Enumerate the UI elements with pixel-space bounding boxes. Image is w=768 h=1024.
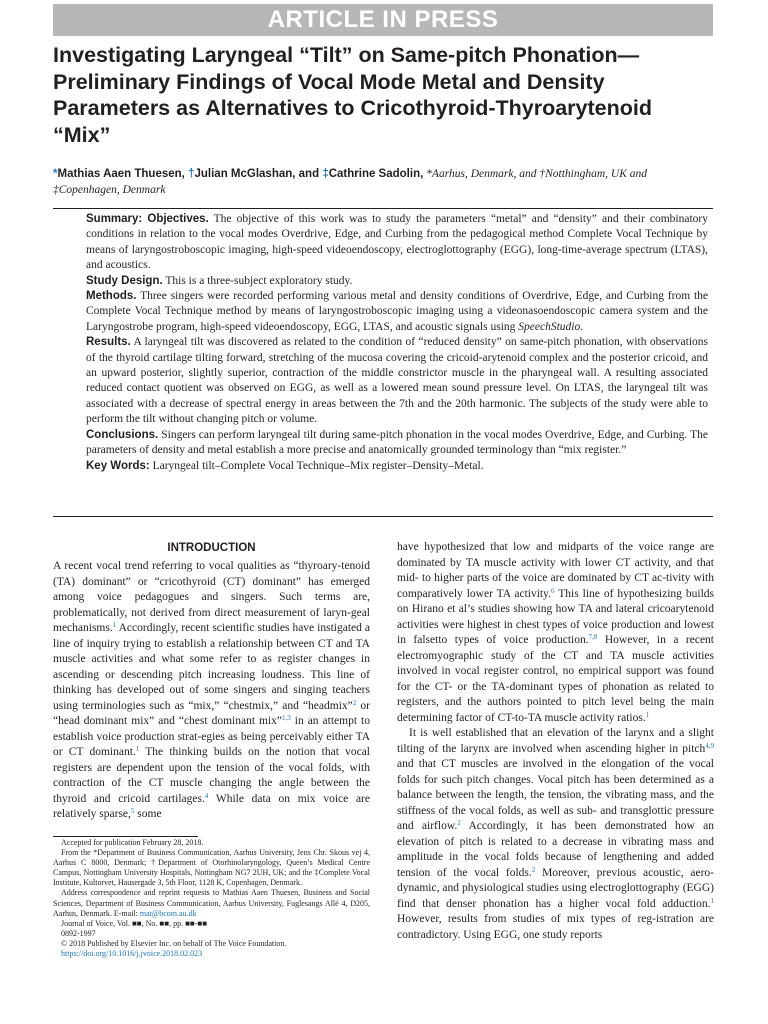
citation-ref[interactable]: 1,3 xyxy=(282,714,291,722)
conclusions-label: Conclusions. xyxy=(86,428,159,441)
objectives-text: The objective of this work was to study the parameters “metal” and “density” and their combinatory conditions in relation to the vocal modes Overdrive, Edge, and Curbing from the pedagogical method Complete Vocal Technique by means of laryngostroboscopic imaging, high-speed videoendoscopy, electroglottography (EGG), long-time-average spectrum (LTAS), and acoustics. xyxy=(86,213,709,272)
methods-text: Three singers were recorded performing various metal and density conditions of Overdrive, Edge, and Curbing from the Complete Vocal Technique method by means of laryngostroboscopic imaging using a videonasoendoscopic camera system and the Laryngostrobe program, high-speed videoendoscopy, EGG, LTAS, and acoustic signals using xyxy=(86,290,708,333)
abstract-conclusions xyxy=(86,428,708,459)
abstract xyxy=(86,212,708,474)
footnote-address: Address correspondence and reprint requests to Mathias Aaen Thuesen, Business and Social Sciences, Department of Business Communication, Aarhus University, Fuglesangs Allé 4, D205, Aarhus, Denmark. E-mail: mat@bcom.au.dk xyxy=(53,888,370,918)
keywords-label: Key Words: xyxy=(86,459,150,472)
citation-ref[interactable]: 1 xyxy=(645,710,650,719)
footnote-affiliations: From the *Department of Business Communication, Aarhus University, Jens Chr. Skous vej 4, Aarhus C 8000, Denmark; †Department of Otorhinolaryngology, Queen’s Medical Centre Campus, Nottingham University Hospitals, Nottingham NG7 2UH, UK; and the ‡Complete Vocal Institute, Kultorvet, Hausergade 3, 5th Floor, 1128 K, Copenhagen, Denmark. xyxy=(53,848,370,888)
abstract-bottom-rule xyxy=(53,516,713,517)
abstract-keywords xyxy=(86,459,708,474)
abstract-top-rule xyxy=(53,208,713,209)
methods-label: Methods. xyxy=(86,290,137,303)
keywords-text: Laryngeal tilt–Complete Vocal Technique–Mix register–Density–Metal. xyxy=(152,459,484,472)
summary-label: Summary: xyxy=(86,213,143,225)
right-column xyxy=(397,540,714,943)
citation-ref[interactable]: 2 xyxy=(531,865,536,874)
footnote-issn: 0892-1997 xyxy=(61,928,96,938)
citation-ref[interactable]: 6 xyxy=(551,586,555,595)
methods-tool: SpeechStudio xyxy=(518,320,581,333)
footnote-accepted: Accepted for publication February 28, 2018. xyxy=(61,838,204,847)
citation-ref[interactable]: 1 xyxy=(710,896,714,905)
footnote-copyright: © 2018 Published by Elsevier Inc. on behalf of The Voice Foundation. xyxy=(61,938,287,948)
abstract-results xyxy=(86,335,708,427)
design-label: Study Design. xyxy=(86,274,163,287)
results-text: A laryngeal tilt was discovered as related to the condition of “reduced density” on same-pitch phonation, with observations of the thyroid cartilage tilting forward, stretching of the mucosa covering the cricoid-arytenoid complex and the posterior cricoid, and an upward posterior, slightly superior, contraction of the middle constrictor muscle in the pharyngeal wall. A resulting associated reduced contact quotient was observed on EGG, as well as a lowered mean sound pressure level. On LTAS, the laryngeal tilt was associated with a decrease of spectral energy in areas between the 7th and the 20th harmonic. The subjects of the study were able to perform the tilt without changing pitch or volume. xyxy=(86,336,708,426)
results-label: Results. xyxy=(86,336,131,349)
abstract-objectives xyxy=(86,212,708,274)
intro-paragraph-2: It is well established that an elevation of the larynx and a slight tilting of the larynx are involved when ascending higher in pitch$^{4,9}$ and that CT muscles are involved in the elongation of the vocal folds for such pitch changes. Vocal pitch has been determined as a balance between the length, the tension, the vibrating mass, and the stiffness of the vocal folds, as well as sub- and transglottic pressure and airflow.$^2$ Accordingly, it has been demonstrated how an elevation of pitch is related to a decrease in vibrating mass and amplitude in the vocal folds because of lengthening and added tension of the vocal folds.$^2$ Moreover, previous acoustic, aero-dynamic, and physiological studies using electroglottography (EGG) find that denser phonation has a higher vocal fold adduction.$^1$ However, results from studies of mix types of reg-istration are contradictory. Using EGG, one study reports xyxy=(397,727,714,941)
footnote-rule xyxy=(53,836,198,837)
footnote-journal: Journal of Voice, Vol. ■■, No. ■■, pp. ■■-■■ xyxy=(61,918,208,928)
author-2: Julian McGlashan, and xyxy=(194,168,320,180)
citation-ref[interactable]: 1 xyxy=(112,621,117,629)
intro-paragraph-1-continued: have hypothesized that low and midparts of the voice range are dominated by TA muscle activity with lower CT activity, and that mid- to higher parts of the voice are dominated by CT ac-tivity with comparatively lower TA activity.$^6$ This line of hypothesizing builds on Hirano et al’s studies showing how TA and lateral cricoarytenoid activities were highest in chest types of voice production and lowest in falsetto types of voice production.$^{7,8}$ However, in a recent electromyographic study of the CT and TA muscle activities involved in vocal register control, no empirical support was found for the CT- or the TA-dominant types of phonation as related to registers, and the authors pointed to pitch level being the main determining factor of CT-to-TA muscle activity ratios.$^1$ xyxy=(397,541,714,724)
design-text: This is a three-subject exploratory study. xyxy=(165,274,353,287)
citation-ref[interactable]: 2 xyxy=(352,698,357,707)
footnotes xyxy=(53,838,370,959)
citation-ref[interactable]: 4 xyxy=(204,791,209,800)
author-3: Cathrine Sadolin, xyxy=(328,168,424,180)
intro-paragraph-1: A recent vocal trend referring to vocal qualities as “thyroary-tenoid (TA) dominant” or “cricothyroid (CT) dominant” has emerged among voice pedagogues and singers. Such terms are, problematically, not derived from direct measurement of laryn-geal mechanisms.$^1$ Accordingly, recent scientific studies have instigated a line of inquiry trying to establish a relationship between CT and TA muscle activities and what some refer to as register changes in ascending or descending pitch increasing loudness. This line of thinking has developed out of some singers and singing teachers using terminologies such as “mix,” “chestmix,” and “headmix”$^2$ or “head dominant mix” and “chest dominant mix”$^{1,3}$ in an attempt to establish voice production strat-egies as being perceivably either TA or CT dominant.$^1$ The thinking builds on the notion that vocal registers are dependent upon the tension of the vocal folds, with contraction of the CT muscle changing the angle between the thyroid and cricoid cartilages.$^4$ While data on mix voice are relatively sparse,$^5$ some xyxy=(53,560,370,820)
citation-ref[interactable]: 5 xyxy=(130,807,135,815)
citation-ref[interactable]: 4,9 xyxy=(705,741,714,750)
methods-end: . xyxy=(580,320,584,333)
left-column xyxy=(53,540,370,823)
conclusions-text: Singers can perform laryngeal tilt during same-pitch phonation in the vocal modes Overdrive, Edge, and Curbing. The parameters of density and metal establish a more precise and anatomically grounded terminology than “mix register.” xyxy=(86,428,709,457)
article-title: Investigating Laryngeal “Tilt” on Same-pitch Phonation—Preliminary Findings of Vocal Mode Metal and Density Parameters as Alternatives to Cricothyroid-Thyroarytenoid “Mix” xyxy=(53,43,652,147)
citation-ref[interactable]: 2 xyxy=(457,819,461,827)
email-link[interactable]: mat@bcom.au.dk xyxy=(139,908,197,918)
abstract-methods xyxy=(86,289,708,335)
author-1: Mathias Aaen Thuesen, xyxy=(57,168,185,180)
doi-link[interactable]: https://doi.org/10.1016/j.jvoice.2018.02.023 xyxy=(61,949,203,959)
article-in-press-banner: ARTICLE IN PRESS xyxy=(53,4,713,36)
introduction-heading: INTRODUCTION xyxy=(167,542,256,554)
author-line xyxy=(53,166,713,198)
citation-ref[interactable]: 7,8 xyxy=(588,633,598,641)
author-names xyxy=(53,168,423,180)
author-affiliation: *Aarhus, Denmark, and †Notthingham, UK and ‡Copenhagen, Denmark xyxy=(53,168,648,196)
abstract-design xyxy=(86,274,708,289)
citation-ref[interactable]: 1 xyxy=(135,745,140,753)
author-mark-3: ‡ xyxy=(322,168,329,180)
author-mark-1: * xyxy=(53,168,58,180)
objectives-label: Objectives. xyxy=(147,213,209,225)
author-mark-2: † xyxy=(188,168,195,180)
